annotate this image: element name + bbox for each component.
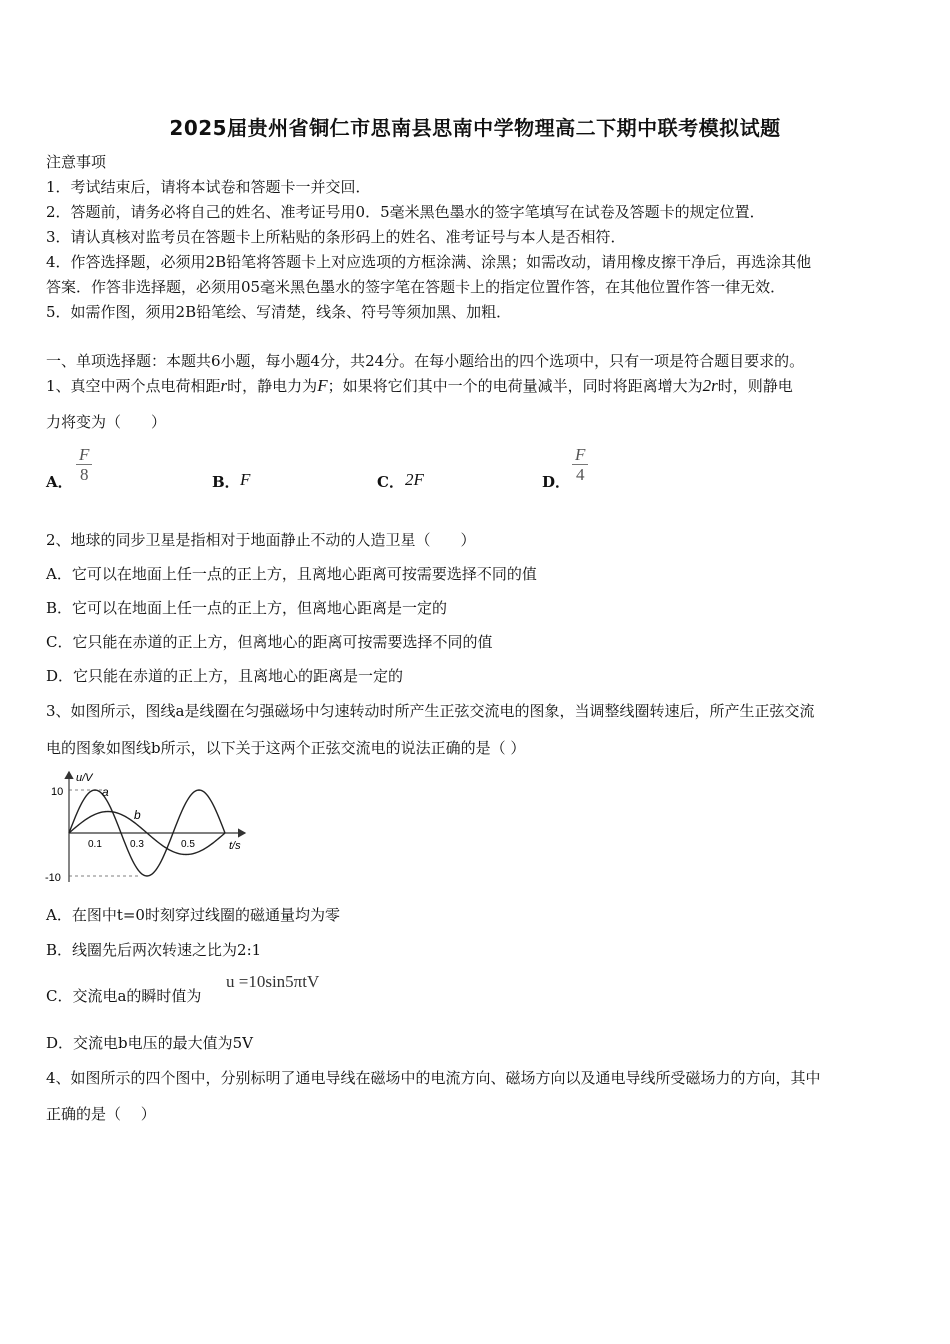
q4-stem-line2: 正确的是（ ） (46, 1105, 156, 1123)
fraction-denominator: 8 (79, 465, 89, 484)
q1-text: 时，静电力为 (227, 377, 318, 395)
q4-stem-line1: 4、如图所示的四个图中，分别标明了通电导线在磁场中的电流方向、磁场方向以及通电导线所受磁场力的方向，其中 (46, 1069, 821, 1087)
q1-option-c-value: 2F (405, 470, 424, 489)
q1-stem (46, 376, 793, 396)
q1-text: ；如果将它们其中一个的电荷量减半，同时将距离增大为 (327, 377, 703, 395)
q2-option-d: D．它只能在赤道的正上方，且离地心的距离是一定的 (46, 667, 404, 685)
notice-item: 5．如需作图，须用2B铅笔绘、写清楚，线条、符号等须加黑、加粗． (46, 303, 512, 321)
section-heading: 一、单项选择题：本题共6小题，每小题4分，共24分。在每小题给出的四个选项中，只有一项是符合题目要求的。 (46, 352, 805, 370)
q1-var-r: r (220, 376, 228, 395)
q1-text: 1、真空中两个点电荷相距 (46, 377, 221, 395)
series-a-label: a (102, 785, 109, 799)
page-title: 2025届贵州省铜仁市思南县思南中学物理高二下期中联考模拟试题 (169, 116, 781, 140)
q3-option-c-formula: u =10sin5πtV (226, 972, 320, 991)
y-tick-label: 10 (51, 786, 64, 798)
q1-option-b-value: F (240, 470, 251, 489)
x-tick-label: 0.5 (181, 839, 195, 850)
q3-stem-line1: 3、如图所示，图线a是线圈在匀强磁场中匀速转动时所产生正弦交流电的图象，当调整线圈转速后，所产生正弦交流 (46, 702, 815, 720)
q3-option-c: C．交流电a的瞬时值为 (46, 987, 202, 1005)
q1-var-f: F (317, 376, 328, 395)
q3-option-a: A．在图中t=0时刻穿过线圈的磁通量均为零 (46, 906, 340, 924)
q3-option-d: D．交流电b电压的最大值为5V (46, 1034, 254, 1052)
notice-heading: 注意事项 (46, 153, 107, 171)
notice-item: 3．请认真核对监考员在答题卡上所粘贴的条形码上的姓名、准考证号与本人是否相符． (46, 228, 626, 246)
notice-item: 4．作答选择题，必须用2B铅笔将答题卡上对应选项的方框涂满、涂黑；如需改动，请用橡皮擦干净后，再选涂其他 (46, 253, 812, 271)
notice-item: 2．答题前，请务必将自己的姓名、准考证号用0．5毫米黑色墨水的签字笔填写在试卷及答题卡的规定位置． (46, 203, 765, 221)
x-axis-label: t/s (229, 840, 241, 852)
fraction-numerator: F (76, 446, 92, 465)
q1-option-a-fraction (76, 446, 92, 485)
q1-option-c-label: C． (377, 473, 404, 491)
y-axis-label: u/V (76, 772, 93, 784)
q2-stem: 2、地球的同步卫星是指相对于地面静止不动的人造卫星（ ） (46, 531, 476, 549)
y-tick-label: -10 (45, 872, 61, 884)
q1-option-d-label: D． (542, 473, 571, 491)
fraction-denominator: 4 (575, 465, 585, 484)
series-b-label: b (134, 808, 141, 822)
notice-item: 答案．作答非选择题，必须用05毫米黑色墨水的签字笔在答题卡上的指定位置作答，在其他位置作答一律无效． (46, 278, 786, 296)
q2-option-b: B．它可以在地面上任一点的正上方，但离地心距离是一定的 (46, 599, 448, 617)
fraction-numerator: F (572, 446, 588, 465)
q1-option-b-label: B． (212, 473, 240, 491)
q1-var-2r: 2r (702, 376, 718, 395)
q3-stem-line2: 电的图象如图线b所示，以下关于这两个正弦交流电的说法正确的是（ ） (46, 739, 526, 757)
q3-sine-chart (40, 768, 250, 888)
q1-option-d-fraction (572, 446, 588, 485)
q2-option-c: C．它只能在赤道的正上方，但离地心的距离可按需要选择不同的值 (46, 633, 493, 651)
x-tick-label: 0.3 (130, 839, 144, 850)
x-tick-label: 0.1 (88, 839, 102, 850)
q3-option-b: B．线圈先后两次转速之比为2:1 (46, 941, 262, 959)
q1-stem-line2: 力将变为（ ） (46, 413, 167, 431)
q1-text: 时，则静电 (717, 377, 793, 395)
q1-option-a-label: A． (46, 473, 73, 491)
q2-option-a: A．它可以在地面上任一点的正上方，且离地心距离可按需要选择不同的值 (46, 565, 537, 583)
notice-item: 1．考试结束后，请将本试卷和答题卡一并交回． (46, 178, 371, 196)
